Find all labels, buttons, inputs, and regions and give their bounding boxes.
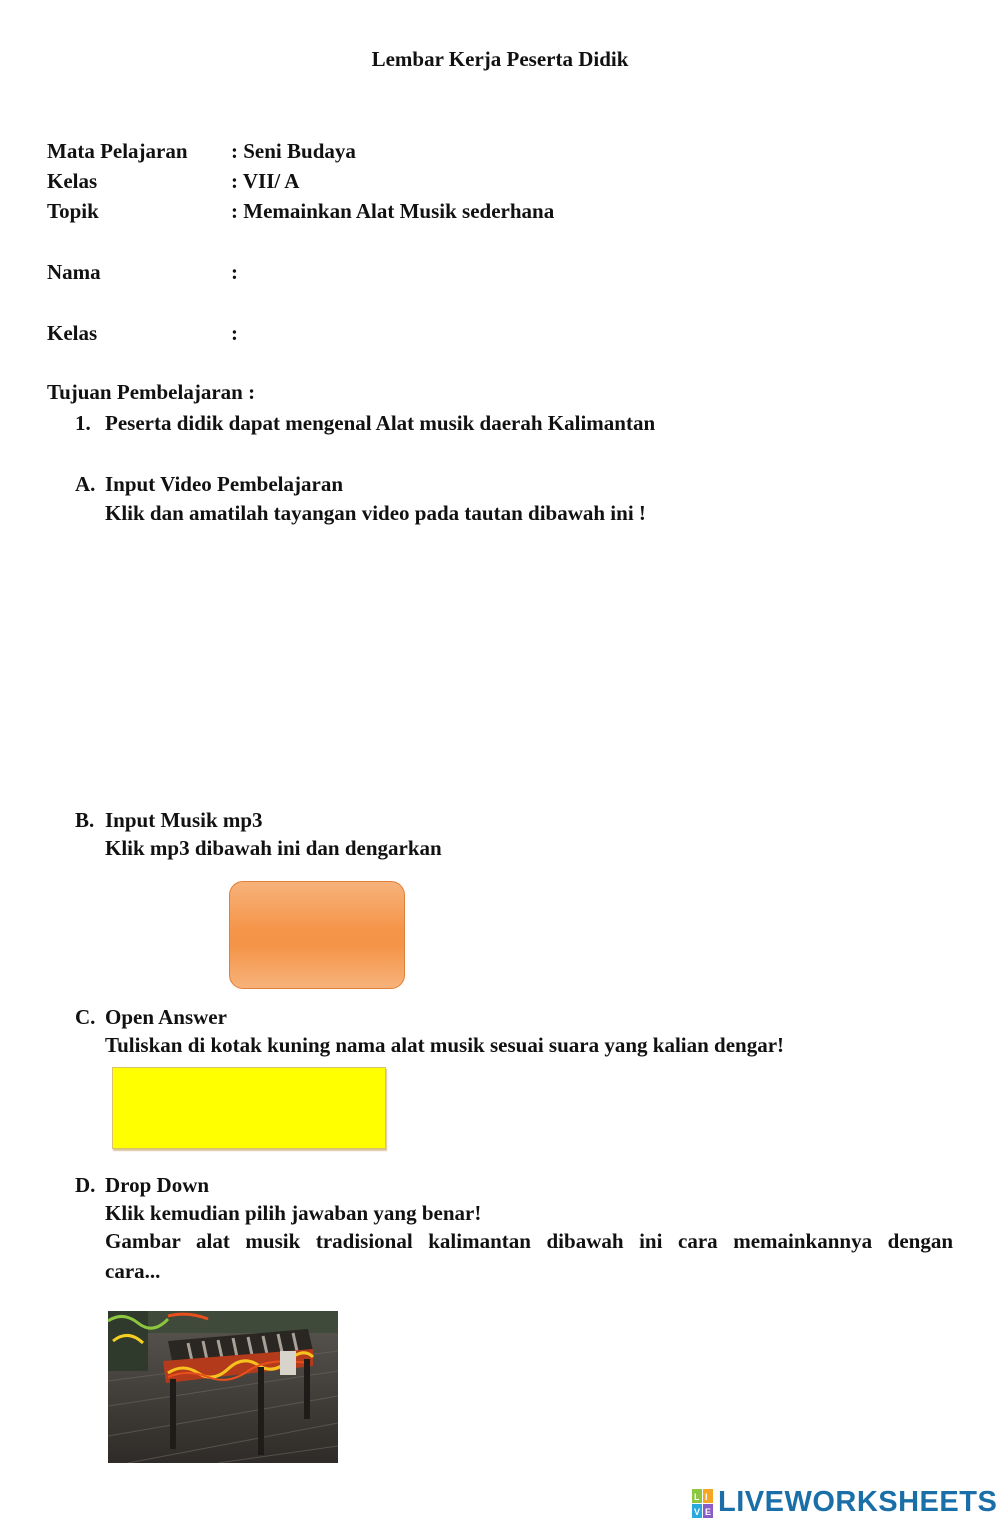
topic-value: : Memainkan Alat Musik sederhana bbox=[231, 199, 555, 223]
section-d-letter: D. bbox=[75, 1173, 96, 1197]
logo-mark-l: L bbox=[694, 1492, 700, 1502]
class-label: Kelas bbox=[47, 169, 98, 193]
section-d-question-line1: Gambar alat musik tradisional kalimantan dibawah ini cara memainkannya dengan bbox=[105, 1229, 953, 1253]
instrument-illustration bbox=[108, 1311, 338, 1463]
section-a-instruction: Klik dan amatilah tayangan video pada tautan dibawah ini ! bbox=[105, 501, 646, 525]
class-value: : VII/ A bbox=[231, 169, 300, 193]
objective-number: 1. bbox=[75, 411, 91, 435]
section-b-instruction: Klik mp3 dibawah ini dan dengarkan bbox=[105, 836, 442, 860]
section-b-heading: Input Musik mp3 bbox=[105, 808, 263, 832]
name-label: Nama bbox=[47, 260, 101, 284]
subject-label: Mata Pelajaran bbox=[47, 139, 188, 163]
name-colon: : bbox=[231, 260, 238, 284]
section-d-question-line2: cara... bbox=[105, 1259, 161, 1283]
answer-input-box[interactable] bbox=[112, 1067, 386, 1149]
section-c-heading: Open Answer bbox=[105, 1005, 227, 1029]
page-title: Lembar Kerja Peserta Didik bbox=[371, 47, 629, 71]
topic-label: Topik bbox=[47, 199, 99, 223]
logo-mark-v: V bbox=[694, 1507, 701, 1517]
logo-mark-e: E bbox=[705, 1507, 712, 1517]
section-c-letter: C. bbox=[75, 1005, 96, 1029]
student-class-colon: : bbox=[231, 321, 238, 345]
section-c-instruction: Tuliskan di kotak kuning nama alat musik sesuai suara yang kalian dengar! bbox=[105, 1033, 785, 1057]
instrument-photo bbox=[108, 1311, 338, 1463]
section-a-letter: A. bbox=[75, 472, 96, 496]
section-d-heading: Drop Down bbox=[105, 1173, 210, 1197]
play-audio-button[interactable] bbox=[229, 881, 405, 989]
section-d-instruction: Klik kemudian pilih jawaban yang benar! bbox=[105, 1201, 482, 1225]
section-b-letter: B. bbox=[75, 808, 95, 832]
objectives-heading: Tujuan Pembelajaran : bbox=[47, 380, 256, 404]
logo-text: LIVEWORKSHEETS bbox=[718, 1486, 998, 1518]
logo-mark-icon bbox=[692, 1489, 714, 1519]
student-class-label: Kelas bbox=[47, 321, 98, 345]
logo-mark-i: I bbox=[705, 1492, 708, 1502]
subject-value: : Seni Budaya bbox=[231, 139, 356, 163]
objective-text: Peserta didik dapat mengenal Alat musik daerah Kalimantan bbox=[105, 411, 656, 435]
section-a-heading: Input Video Pembelajaran bbox=[105, 472, 344, 496]
